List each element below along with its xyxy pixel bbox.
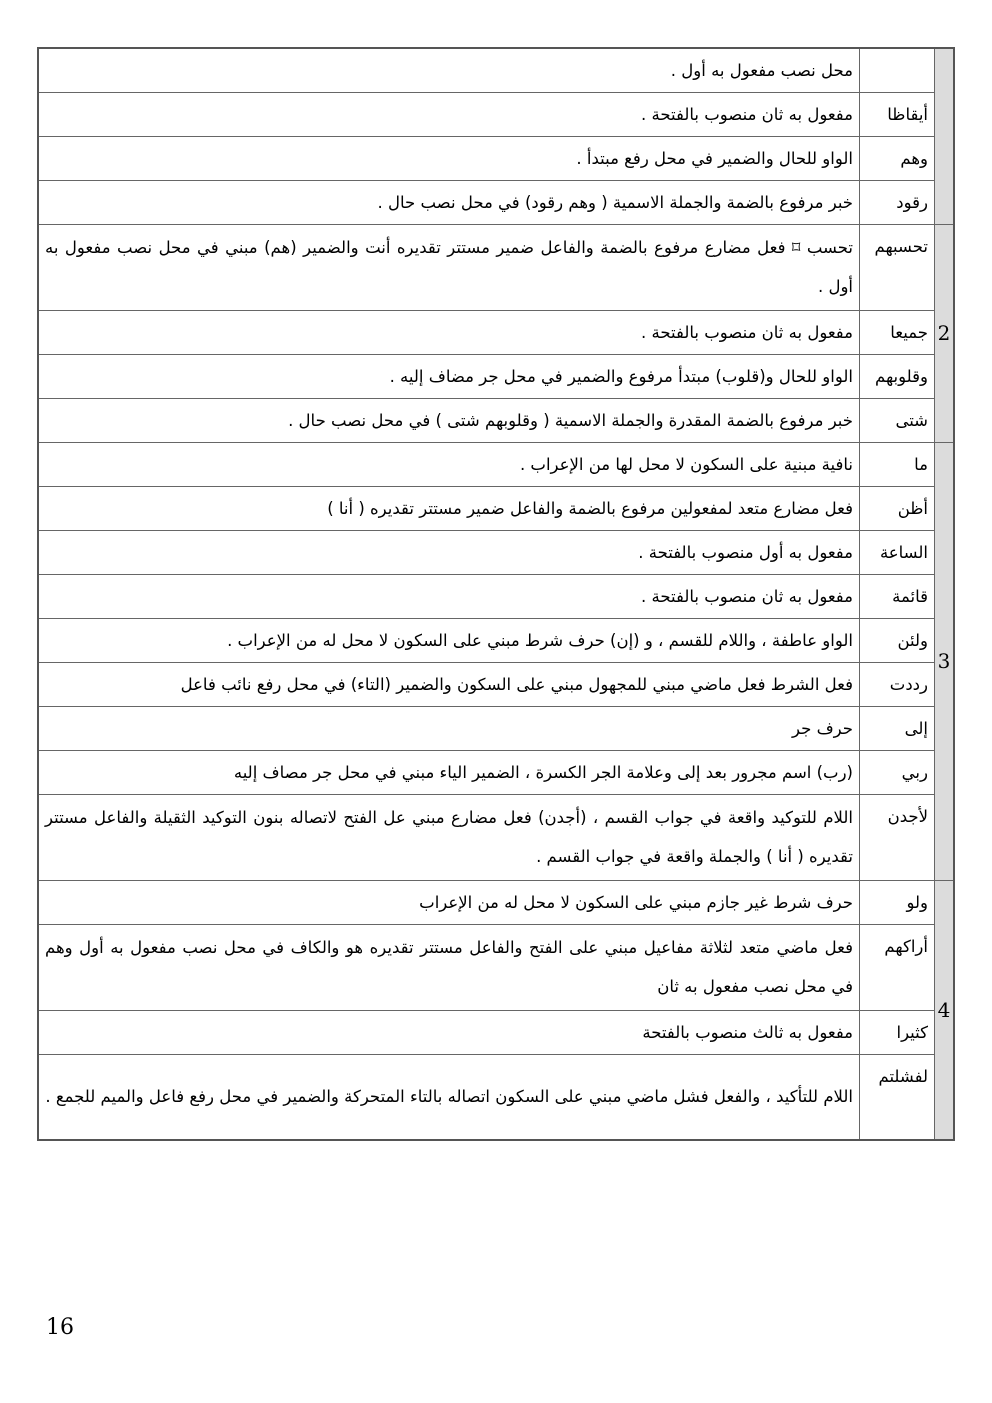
page-number: 16 [46,1315,74,1340]
desc-cell: فعل ماضي متعد لثلاثة مفاعيل مبني على الفتح والفاعل مستتر تقديره هو والكاف في محل نصب مفعول به أول وهم في محل نصب مفعول به ثان [38,924,860,1010]
desc-cell: نافية مبنية على السكون لا محل لها من الإعراب . [38,442,860,486]
desc-cell: فعل مضارع متعد لمفعولين مرفوع بالضمة والفاعل ضمير مستتر تقديره ( أنا ) [38,486,860,530]
word-cell: كثيرا [860,1010,935,1054]
desc-cell: تحسب ⌑ فعل مضارع مرفوع بالضمة والفاعل ضمير مستتر تقديره أنت والضمير (هم) مبني في محل نصب مفعول به أول . [38,224,860,310]
word-cell: ولو [860,880,935,924]
group-number-cell: 3 [935,442,955,880]
word-cell: وهم [860,136,935,180]
desc-cell: محل نصب مفعول به أول . [38,48,860,92]
word-cell: ولئن [860,618,935,662]
word-cell: ما [860,442,935,486]
desc-cell: مفعول به ثالث منصوب بالفتحة [38,1010,860,1054]
word-cell: شتى [860,398,935,442]
parsing-table [37,47,955,1141]
desc-cell: مفعول به أول منصوب بالفتحة . [38,530,860,574]
desc-cell: (رب) اسم مجرور بعد إلى وعلامة الجر الكسرة ، الضمير الياء مبني في محل جر مصاف إليه [38,750,860,794]
word-cell: إلى [860,706,935,750]
desc-cell: فعل الشرط فعل ماضي مبني للمجهول مبني على السكون والضمير (التاء) في محل رفع نائب فاعل [38,662,860,706]
desc-cell: حرف شرط غير جازم مبني على السكون لا محل له من الإعراب [38,880,860,924]
word-cell [860,48,935,92]
group-number-cell [935,48,955,224]
desc-cell: الواو للحال والضمير في محل رفع مبتدأ . [38,136,860,180]
word-cell: أيقاظا [860,92,935,136]
word-cell: قائمة [860,574,935,618]
desc-cell: اللام للتوكيد واقعة في جواب القسم ، (أجدن) فعل مضارع مبني عل الفتح لاتصاله بنون التوكيد الثقيلة والفاعل مستتر تقديره ( أنا ) والجملة واقعة في جواب القسم . [38,794,860,880]
word-cell: لفشلتم [860,1054,935,1140]
word-cell: رقود [860,180,935,224]
word-cell: أراكهم [860,924,935,1010]
word-cell: تحسبهم [860,224,935,310]
word-cell: ربي [860,750,935,794]
desc-cell: حرف جر [38,706,860,750]
group-number-cell: 4 [935,880,955,1140]
desc-cell: الواو للحال و(قلوب) مبتدأ مرفوع والضمير في محل جر مضاف إليه . [38,354,860,398]
word-cell: جميعا [860,310,935,354]
desc-cell: خبر مرفوع بالضمة المقدرة والجملة الاسمية ( وقلوبهم شتى ) في محل نصب حال . [38,398,860,442]
word-cell: أظن [860,486,935,530]
desc-cell: الواو عاطفة ، واللام للقسم ، و (إن) حرف شرط مبني على السكون لا محل له من الإعراب . [38,618,860,662]
word-cell: لأجدن [860,794,935,880]
desc-cell: مفعول به ثان منصوب بالفتحة . [38,574,860,618]
desc-cell: خبر مرفوع بالضمة والجملة الاسمية ( وهم رقود) في محل نصب حال . [38,180,860,224]
group-number-cell: 2 [935,224,955,442]
word-cell: الساعة [860,530,935,574]
desc-cell: مفعول به ثان منصوب بالفتحة . [38,92,860,136]
desc-cell: مفعول به ثان منصوب بالفتحة . [38,310,860,354]
word-cell: رددت [860,662,935,706]
desc-cell: اللام للتأكيد ، والفعل فشل ماضي مبني على السكون اتصاله بالتاء المتحركة والضمير في محل رفع فاعل والميم للجمع . [38,1054,860,1140]
word-cell: وقلوبهم [860,354,935,398]
